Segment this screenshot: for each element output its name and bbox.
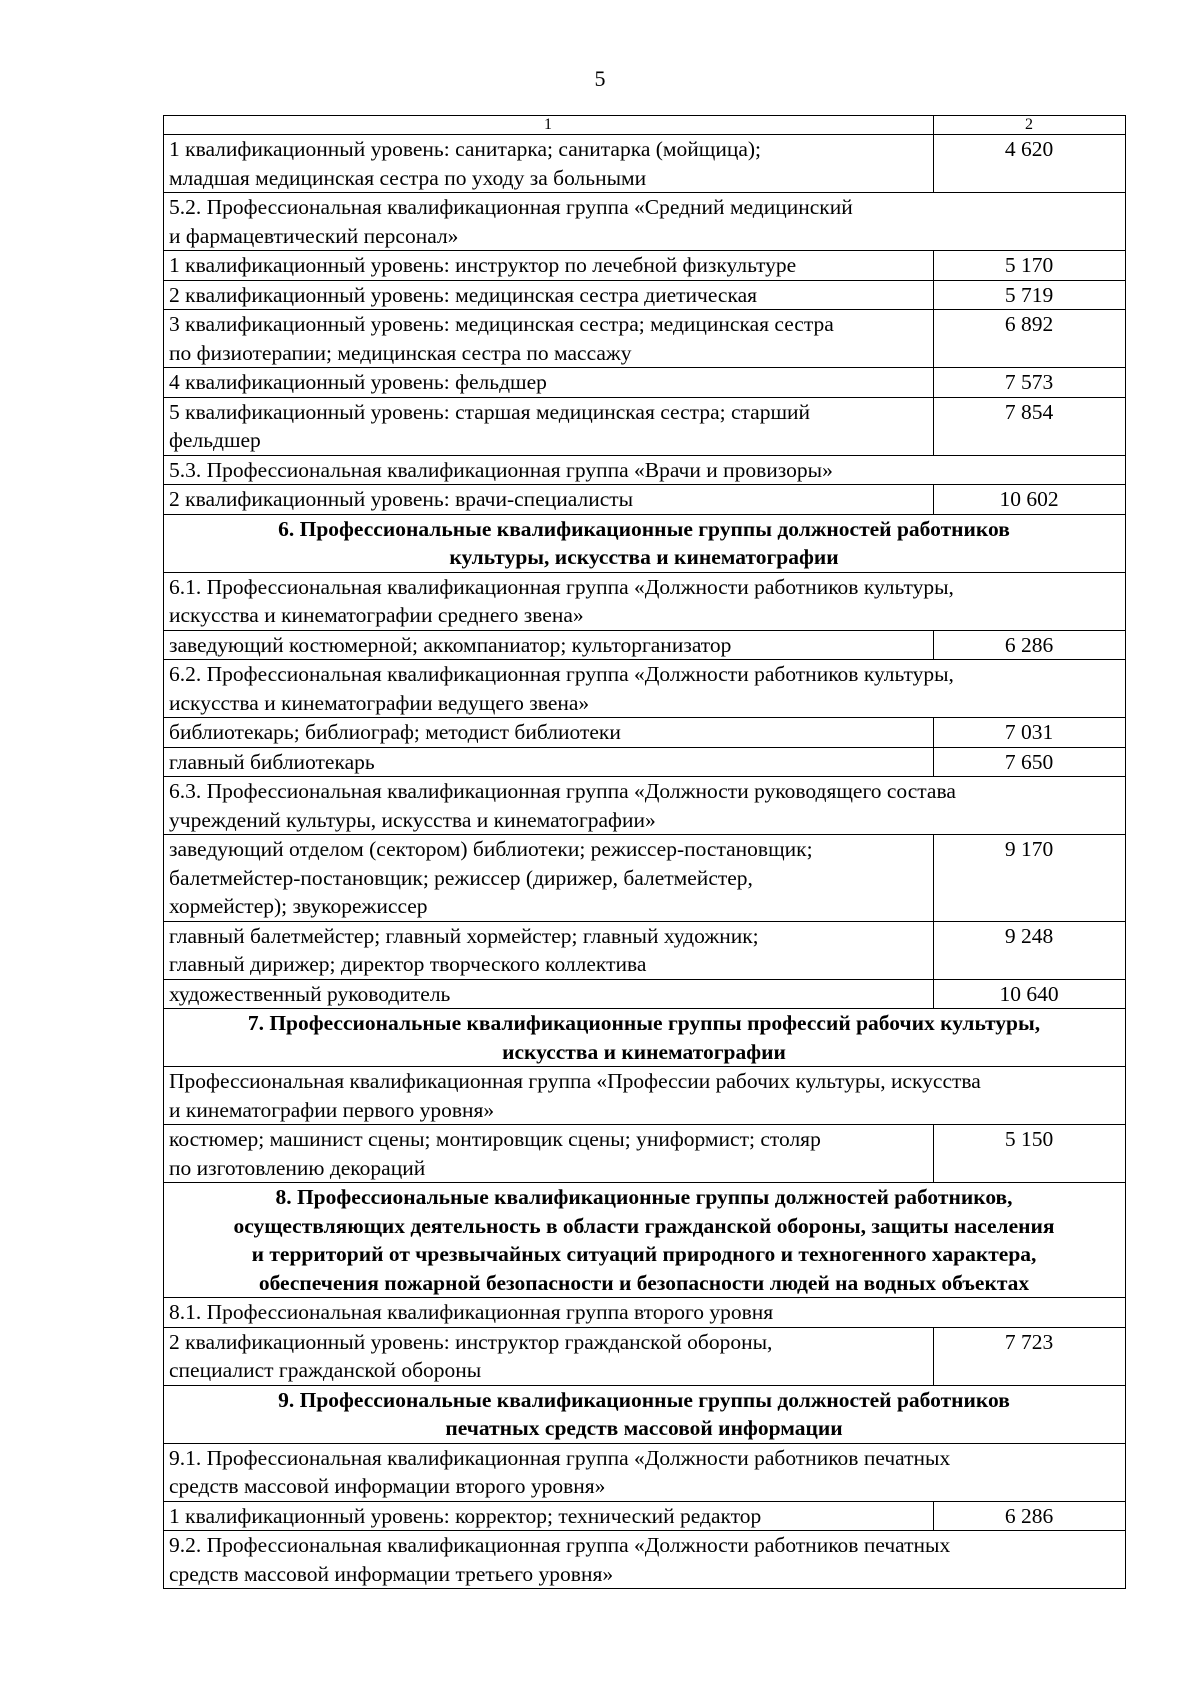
- table-row: [164, 310, 1126, 368]
- group-heading: 9.1. Профессиональная квалификационная группа «Должности работников печатных средств массовой информации второго уровня»: [164, 1443, 1126, 1501]
- column-number-row: [164, 116, 1126, 135]
- table-row: [164, 280, 1126, 310]
- position-cell: главный библиотекарь: [164, 747, 934, 777]
- table-row: [164, 921, 1126, 979]
- group-heading: 5.2. Профессиональная квалификационная группа «Средний медицинский и фармацевтический персонал»: [164, 193, 1126, 251]
- position-cell: библиотекарь; библиограф; методист библиотеки: [164, 718, 934, 748]
- salary-value-cell: 9 170: [934, 835, 1126, 922]
- position-cell: заведующий отделом (сектором) библиотеки; режиссер-постановщик; балетмейстер-постановщик; режиссер (дирижер, балетмейстер, хормейстер); звукорежиссер: [164, 835, 934, 922]
- table-row: [164, 1327, 1126, 1385]
- position-cell: 3 квалификационный уровень: медицинская сестра; медицинская сестра по физиотерапии; медицинская сестра по массажу: [164, 310, 934, 368]
- salary-value-cell: 7 573: [934, 368, 1126, 398]
- salary-value-cell: 10 602: [934, 485, 1126, 515]
- table-row: [164, 1125, 1126, 1183]
- table-row: [164, 251, 1126, 281]
- salary-value-cell: 5 150: [934, 1125, 1126, 1183]
- salary-value-cell: 6 286: [934, 1501, 1126, 1531]
- table-row: [164, 1501, 1126, 1531]
- salary-value-cell: 6 286: [934, 630, 1126, 660]
- section-heading: 8. Профессиональные квалификационные группы должностей работников, осуществляющих деятельность в области гражданской обороны, защиты населения и территорий от чрезвычайных ситуаций природного и техногенного характера, обеспечения пожарной безопасности и безопасности людей на водных объектах: [164, 1183, 1126, 1298]
- group-heading-row: [164, 777, 1126, 835]
- table-row: [164, 368, 1126, 398]
- position-cell: художественный руководитель: [164, 979, 934, 1009]
- salary-value-cell: 10 640: [934, 979, 1126, 1009]
- group-heading-row: [164, 660, 1126, 718]
- section-heading: 6. Профессиональные квалификационные группы должностей работников культуры, искусства и кинематографии: [164, 514, 1126, 572]
- position-cell: заведующий костюмерной; аккомпаниатор; культорганизатор: [164, 630, 934, 660]
- salary-value-cell: 7 650: [934, 747, 1126, 777]
- salary-value-cell: 5 719: [934, 280, 1126, 310]
- table-row: [164, 397, 1126, 455]
- group-heading: 6.3. Профессиональная квалификационная группа «Должности руководящего состава учреждений культуры, искусства и кинематографии»: [164, 777, 1126, 835]
- salary-table: [163, 115, 1126, 1589]
- salary-value-cell: 7 031: [934, 718, 1126, 748]
- group-heading-row: [164, 193, 1126, 251]
- position-cell: 2 квалификационный уровень: врачи-специалисты: [164, 485, 934, 515]
- column-number-1: 1: [164, 116, 934, 135]
- salary-value-cell: 6 892: [934, 310, 1126, 368]
- group-heading-row: [164, 1531, 1126, 1589]
- table-body: [164, 116, 1126, 1589]
- group-heading: 6.1. Профессиональная квалификационная группа «Должности работников культуры, искусства и кинематографии среднего звена»: [164, 572, 1126, 630]
- section-heading: 9. Профессиональные квалификационные группы должностей работников печатных средств массовой информации: [164, 1385, 1126, 1443]
- position-cell: 2 квалификационный уровень: медицинская сестра диетическая: [164, 280, 934, 310]
- table-row: [164, 630, 1126, 660]
- table-row: [164, 979, 1126, 1009]
- section-heading-row: [164, 1009, 1126, 1067]
- group-heading: 8.1. Профессиональная квалификационная группа второго уровня: [164, 1298, 1126, 1328]
- column-number-2: 2: [934, 116, 1126, 135]
- position-cell: костюмер; машинист сцены; монтировщик сцены; униформист; столяр по изготовлению декораций: [164, 1125, 934, 1183]
- position-cell: 1 квалификационный уровень: санитарка; санитарка (мойщица); младшая медицинская сестра по уходу за больными: [164, 135, 934, 193]
- position-cell: 5 квалификационный уровень: старшая медицинская сестра; старший фельдшер: [164, 397, 934, 455]
- group-heading: Профессиональная квалификационная группа «Профессии рабочих культуры, искусства и кинематографии первого уровня»: [164, 1067, 1126, 1125]
- salary-value-cell: 7 723: [934, 1327, 1126, 1385]
- salary-value-cell: 5 170: [934, 251, 1126, 281]
- group-heading-row: [164, 1298, 1126, 1328]
- section-heading-row: [164, 514, 1126, 572]
- section-heading-row: [164, 1385, 1126, 1443]
- group-heading: 6.2. Профессиональная квалификационная группа «Должности работников культуры, искусства и кинематографии ведущего звена»: [164, 660, 1126, 718]
- salary-value-cell: 7 854: [934, 397, 1126, 455]
- group-heading: 5.3. Профессиональная квалификационная группа «Врачи и провизоры»: [164, 455, 1126, 485]
- salary-value-cell: 4 620: [934, 135, 1126, 193]
- section-heading: 7. Профессиональные квалификационные группы профессий рабочих культуры, искусства и кинематографии: [164, 1009, 1126, 1067]
- group-heading: 9.2. Профессиональная квалификационная группа «Должности работников печатных средств массовой информации третьего уровня»: [164, 1531, 1126, 1589]
- group-heading-row: [164, 455, 1126, 485]
- section-heading-row: [164, 1183, 1126, 1298]
- position-cell: 1 квалификационный уровень: инструктор по лечебной физкультуре: [164, 251, 934, 281]
- salary-value-cell: 9 248: [934, 921, 1126, 979]
- page-number: 5: [594, 66, 606, 91]
- table-row: [164, 747, 1126, 777]
- position-cell: главный балетмейстер; главный хормейстер; главный художник; главный дирижер; директор творческого коллектива: [164, 921, 934, 979]
- table-row: [164, 718, 1126, 748]
- position-cell: 2 квалификационный уровень: инструктор гражданской обороны, специалист гражданской обороны: [164, 1327, 934, 1385]
- table-row: [164, 135, 1126, 193]
- group-heading-row: [164, 572, 1126, 630]
- table-row: [164, 485, 1126, 515]
- group-heading-row: [164, 1067, 1126, 1125]
- group-heading-row: [164, 1443, 1126, 1501]
- position-cell: 4 квалификационный уровень: фельдшер: [164, 368, 934, 398]
- table-row: [164, 835, 1126, 922]
- position-cell: 1 квалификационный уровень: корректор; технический редактор: [164, 1501, 934, 1531]
